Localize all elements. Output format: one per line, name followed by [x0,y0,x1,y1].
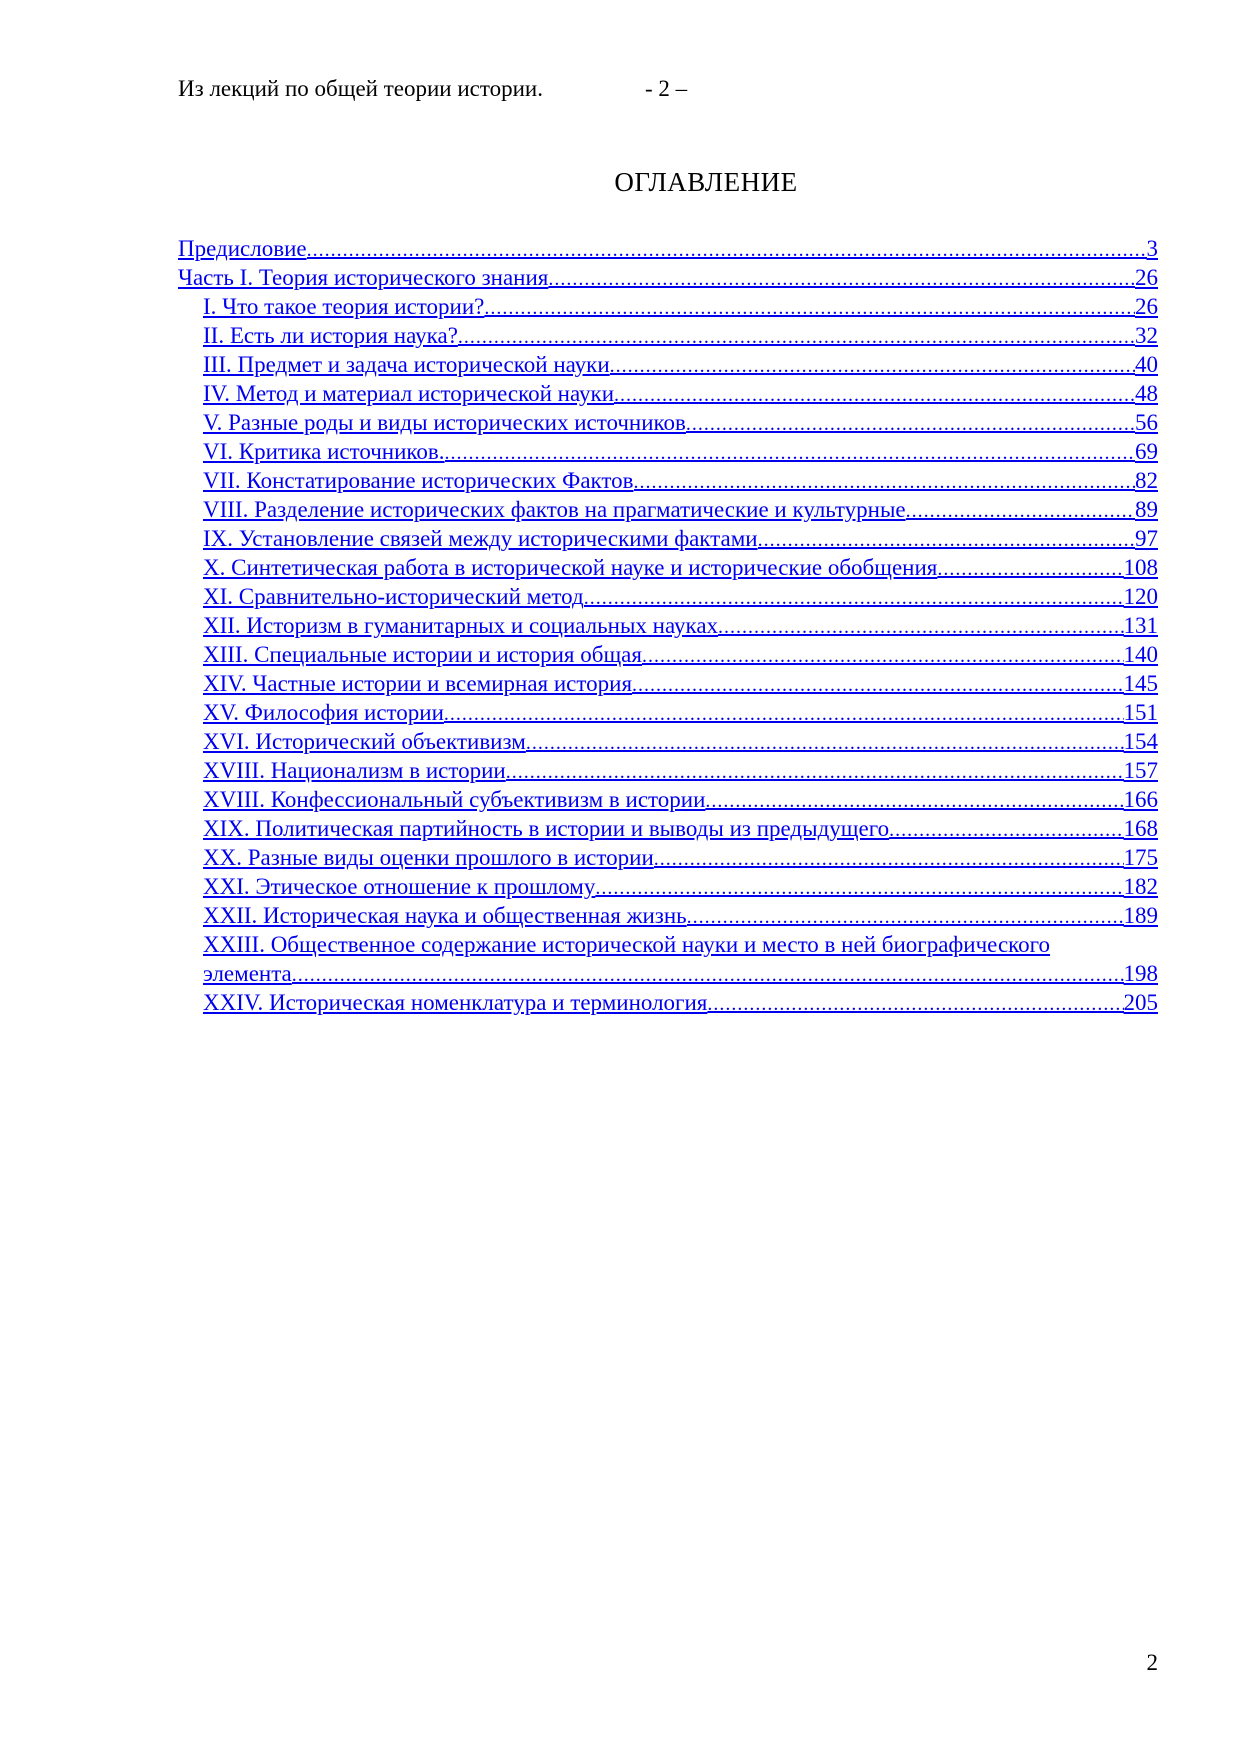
toc-dot-leader [758,526,1135,553]
toc-entry-link[interactable] [178,698,1158,727]
toc-entry-link[interactable] [178,350,1158,379]
toc-page-number: 168 [1123,816,1158,841]
toc-entry-link[interactable] [178,611,1158,640]
toc-entry-title: XXIV. Историческая номенклатура и терминология [203,990,708,1015]
toc-entry-link[interactable] [178,495,1158,524]
toc-entry-link[interactable] [178,669,1158,698]
toc-entry-title: V. Разные роды и виды исторических источников [203,410,686,435]
toc-page-number: 89 [1135,497,1158,522]
toc-page-number: 97 [1135,526,1158,551]
toc-entry-title: VIII. Разделение исторических фактов на прагматические и культурные [203,497,906,522]
toc-entry-link[interactable] [178,379,1158,408]
toc-dot-leader [292,961,1124,988]
toc-entry-link[interactable] [178,408,1158,437]
toc-page-number: 151 [1123,700,1158,725]
toc-dot-leader [595,874,1123,901]
toc-dot-leader [705,787,1123,814]
toc-entry-title: XV. Философия истории [203,700,444,725]
running-header-page-marker: - 2 – [645,76,688,101]
toc-entry-link[interactable] [178,727,1158,756]
toc-page-number: 182 [1123,874,1158,899]
toc-entry-title: XXIII. Общественное содержание исторической науки и место в ней биографического [203,932,1051,957]
page-number: 2 [1146,1650,1158,1675]
toc-title: ОГЛАВЛЕНИЕ [614,167,798,197]
toc-entry-link[interactable] [178,524,1158,553]
toc-entry-link[interactable] [178,466,1158,495]
toc-entry-link[interactable] [178,292,1158,321]
toc-page-number: 82 [1135,468,1158,493]
toc-dot-leader [445,439,1135,466]
toc-dot-leader [610,352,1135,379]
running-header [178,76,688,102]
running-header-title: Из лекций по общей теории истории. [178,76,543,101]
toc-page-number: 32 [1135,323,1158,348]
toc-dot-leader [889,816,1123,843]
toc-entry-link[interactable] [178,756,1158,785]
table-of-contents [178,234,1158,1017]
toc-page-number: 26 [1135,294,1158,319]
toc-page-number: 48 [1135,381,1158,406]
toc-dot-leader [506,758,1124,785]
toc-entry-title: VII. Констатирование исторических Фактов [203,468,634,493]
toc-entry-title: Часть I. Теория исторического знания [178,265,549,290]
toc-dot-leader [707,990,1123,1017]
toc-page-number: 108 [1123,555,1158,580]
toc-entry-link[interactable] [178,785,1158,814]
toc-page-number: 166 [1123,787,1158,812]
toc-dot-leader [718,613,1123,640]
toc-dot-leader [526,729,1124,756]
toc-dot-leader [642,642,1124,669]
toc-page-number: 145 [1123,671,1158,696]
toc-dot-leader [687,903,1124,930]
toc-entry-link[interactable] [178,872,1158,901]
toc-entry-link[interactable] [178,901,1158,930]
toc-entry-title: VI. Критика источников. [203,439,445,464]
toc-entry-link[interactable] [178,930,1158,959]
toc-entry-link[interactable] [178,582,1158,611]
toc-dot-leader [548,265,1135,292]
toc-page-number: 69 [1135,439,1158,464]
toc-page-number: 40 [1135,352,1158,377]
toc-page-number: 56 [1135,410,1158,435]
toc-entry-title: Предисловие [178,236,307,261]
toc-page-number: 3 [1146,236,1158,261]
toc-dot-leader [307,236,1147,263]
toc-entry-link[interactable] [178,321,1158,350]
toc-page-number: 154 [1123,729,1158,754]
toc-dot-leader [484,294,1135,321]
toc-entry-title: I. Что такое теория истории? [203,294,485,319]
toc-dot-leader [444,700,1124,727]
toc-entry-title: XI. Сравнительно-исторический метод [203,584,584,609]
toc-page-number: 205 [1123,990,1158,1015]
toc-dot-leader [906,497,1135,524]
toc-entry-link[interactable] [178,263,1158,292]
toc-page-number: 198 [1123,961,1158,986]
toc-entry-title: XX. Разные виды оценки прошлого в истории [203,845,654,870]
toc-page-number: 175 [1123,845,1158,870]
toc-entry-title: XXII. Историческая наука и общественная жизнь [203,903,687,928]
toc-entry-link-continuation[interactable] [178,959,1158,988]
toc-page-number: 131 [1123,613,1158,638]
toc-entry-title: X. Синтетическая работа в исторической науке и исторические обобщения [203,555,938,580]
toc-dot-leader [458,323,1135,350]
toc-entry-title: IX. Установление связей между историческими фактами [203,526,758,551]
toc-entry-title: III. Предмет и задача исторической науки [203,352,610,377]
toc-entry-link[interactable] [178,437,1158,466]
toc-page-number: 140 [1123,642,1158,667]
toc-dot-leader [634,468,1135,495]
toc-dot-leader [937,555,1123,582]
toc-dot-leader [686,410,1135,437]
toc-entry-link[interactable] [178,814,1158,843]
toc-page-number: 157 [1123,758,1158,783]
toc-entry-title: XXI. Этическое отношение к прошлому [203,874,596,899]
toc-entry-title: II. Есть ли история наука? [203,323,458,348]
toc-page-number: 189 [1123,903,1158,928]
toc-dot-leader [584,584,1124,611]
toc-page-number: 26 [1135,265,1158,290]
toc-entry-title-continuation: элемента [203,961,292,986]
toc-entry-title: IV. Метод и материал исторической науки [203,381,615,406]
toc-entry-title: XIX. Политическая партийность в истории и выводы из предыдущего [203,816,890,841]
toc-dot-leader [614,381,1135,408]
toc-entry-link[interactable] [178,234,1158,263]
toc-entry-title: XVI. Исторический объективизм [203,729,526,754]
toc-page-number: 120 [1123,584,1158,609]
toc-entry-link[interactable] [178,843,1158,872]
toc-entry-title: XVIII. Конфессиональный субъективизм в истории [203,787,706,812]
toc-dot-leader [654,845,1124,872]
toc-entry-link[interactable] [178,553,1158,582]
toc-entry-title: XVIII. Национализм в истории [203,758,506,783]
toc-entry-link[interactable] [178,988,1158,1017]
toc-entry-title: XIII. Специальные истории и история общая [203,642,642,667]
toc-dot-leader [632,671,1123,698]
toc-entry-link[interactable] [178,640,1158,669]
toc-entry-title: XIV. Частные истории и всемирная история [203,671,633,696]
toc-entry-title: XII. Историзм в гуманитарных и социальных науках [203,613,719,638]
